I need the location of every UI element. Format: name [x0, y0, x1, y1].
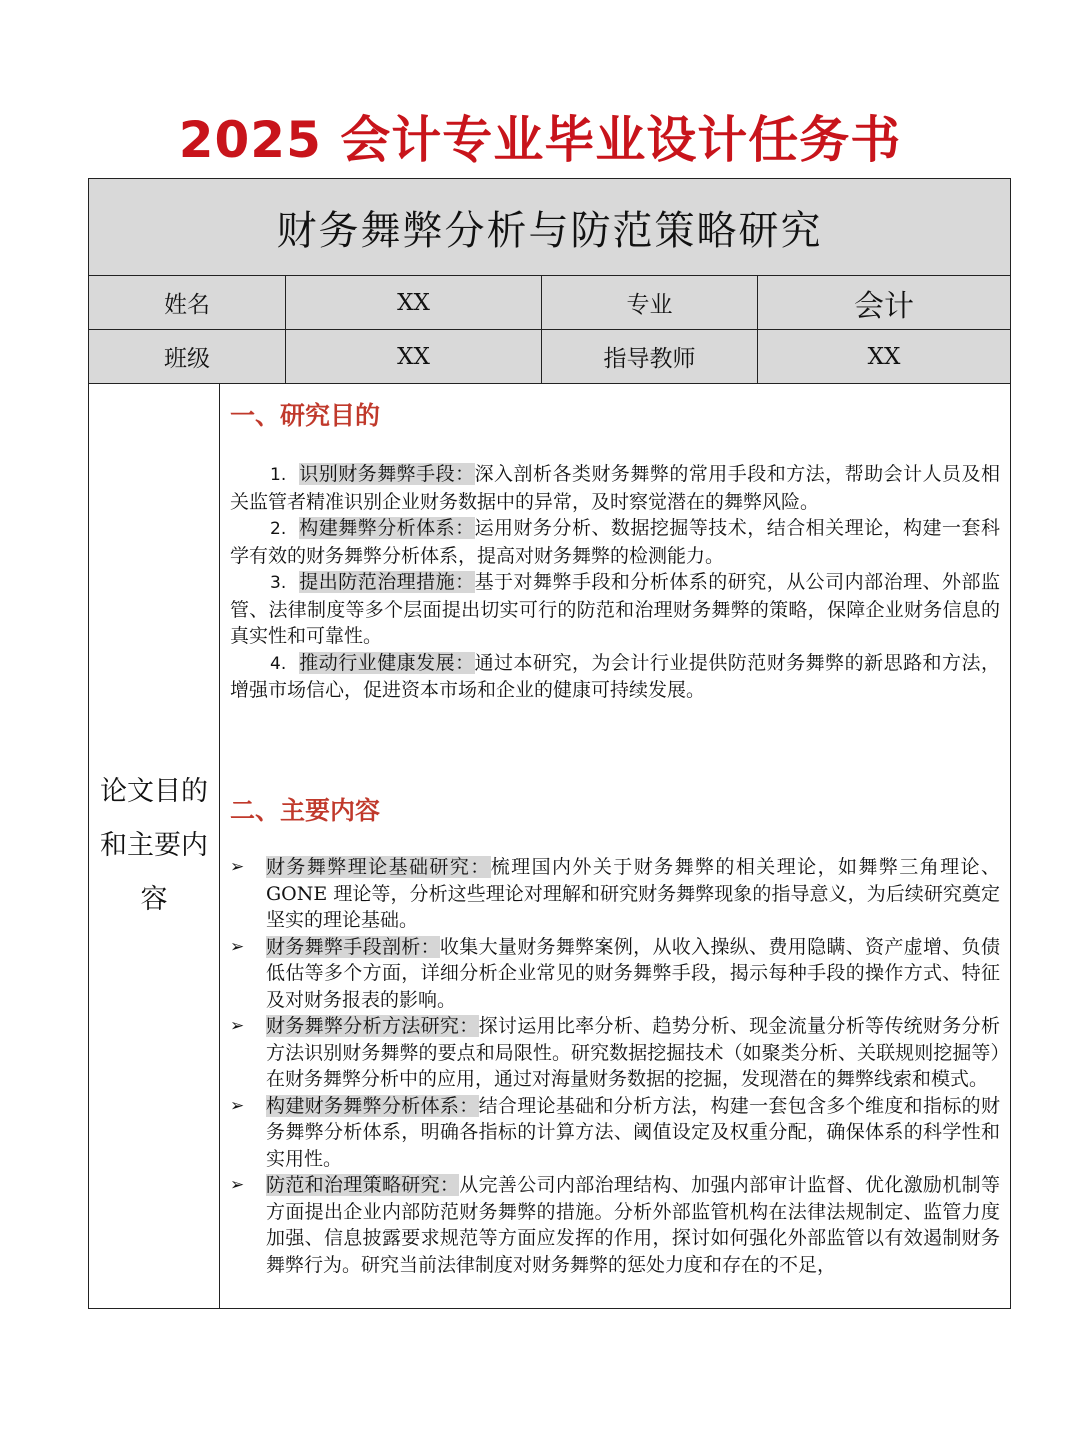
document-title: 2025 会计专业毕业设计任务书 — [178, 111, 902, 169]
content-item: ➢ 财务舞弊手段剖析：收集大量财务舞弊案例，从收入操纵、费用隐瞒、资产虚增、负债低估等多个方面，详细分析企业常见的财务舞弊手段，揭示每种手段的操作方式、特征及对财务报表的影响。 — [230, 935, 1000, 1011]
content-cell — [220, 384, 1010, 1308]
major-label: 专业 — [542, 276, 758, 329]
task-form-table — [88, 178, 1011, 1309]
section-heading-main-content: 二、主要内容 — [230, 796, 381, 825]
content-row — [89, 384, 1010, 1308]
objective-term: 构建舞弊分析体系： — [299, 517, 475, 539]
objective-term: 识别财务舞弊手段： — [299, 463, 475, 485]
name-value: XX — [286, 276, 542, 329]
label-line: 论文目的 — [100, 776, 208, 807]
objective-item: 1. 识别财务舞弊手段：深入剖析各类财务舞弊的常用手段和方法，帮助会计人员及相关监管者精准识别企业财务数据中的异常，及时察觉潜在的舞弊风险。 — [230, 463, 1000, 513]
advisor-label: 指导教师 — [542, 330, 758, 383]
label-line: 容 — [140, 884, 168, 915]
name-label: 姓名 — [89, 276, 286, 329]
arrow-bullet-icon: ➢ — [230, 1175, 245, 1195]
objective-term: 提出防范治理措施： — [299, 571, 475, 593]
main-content-list — [230, 854, 1000, 1278]
advisor-value: XX — [867, 343, 901, 370]
objective-term: 推动行业健康发展： — [299, 651, 475, 674]
objective-item: 4. 推动行业健康发展：通过本研究，为会计行业提供防范财务舞弊的新思路和方法，增强市场信心，促进资本市场和企业的健康可持续发展。 — [230, 651, 1000, 701]
info-row-class-advisor — [89, 330, 1010, 384]
content-term: 财务舞弊分析方法研究： — [266, 1015, 479, 1037]
arrow-bullet-icon: ➢ — [230, 857, 245, 877]
label-line: 和主要内 — [100, 830, 208, 861]
arrow-bullet-icon: ➢ — [230, 1095, 245, 1116]
arrow-bullet-icon: ➢ — [230, 1016, 245, 1036]
purpose-content-label — [89, 384, 220, 1308]
content-item: ➢ 防范和治理策略研究：从完善公司内部治理结构、加强内部审计监督、优化激励机制等方面提出企业内部防范财务舞弊的措施。分析外部监管机构在法律法规制定、监管力度加强、信息披露要求规范等方面应发挥的作用，探讨如何强化外部监管以有效遏制财务舞弊行为。研究当前法律制度对财务舞弊的惩处力度和存在的不足， — [230, 1174, 1000, 1276]
class-label: 班级 — [89, 330, 286, 383]
section-heading-objectives: 一、研究目的 — [230, 401, 381, 430]
major-value: 会计 — [854, 288, 914, 324]
content-term: 财务舞弊手段剖析： — [266, 935, 440, 958]
objective-item: 2. 构建舞弊分析体系：运用财务分析、数据挖掘等技术，结合相关理论，构建一套科学有效的财务舞弊分析体系，提高对财务舞弊的检测能力。 — [230, 517, 1000, 567]
content-term: 财务舞弊理论基础研究： — [266, 856, 491, 878]
arrow-bullet-icon: ➢ — [230, 936, 245, 957]
info-row-name-major — [89, 276, 1010, 330]
content-term: 防范和治理策略研究： — [266, 1174, 460, 1196]
content-item: ➢ 构建财务舞弊分析体系：结合理论基础和分析方法，构建一套包含多个维度和指标的财务舞弊分析体系，明确各指标的计算方法、阈值设定及权重分配，确保体系的科学性和实用性。 — [230, 1094, 1000, 1170]
thesis-title: 财务舞弊分析与防范策略研究 — [89, 179, 1010, 276]
objectives-list — [230, 461, 1000, 704]
content-term: 构建财务舞弊分析体系： — [266, 1094, 479, 1117]
content-item: ➢ 财务舞弊分析方法研究：探讨运用比率分析、趋势分析、现金流量分析等传统财务分析方法识别财务舞弊的要点和局限性。研究数据挖掘技术（如聚类分析、关联规则挖掘等）在财务舞弊分析中的应用，通过对海量财务数据的挖掘，发现潜在的舞弊线索和模式。 — [230, 1015, 1000, 1090]
class-value: XX — [286, 330, 542, 383]
objective-item: 3. 提出防范治理措施：基于对舞弊手段和分析体系的研究，从公司内部治理、外部监管、法律制度等多个层面提出切实可行的防范和治理财务舞弊的策略，保障企业财务信息的真实性和可靠性。 — [230, 571, 1000, 647]
content-item: ➢ 财务舞弊理论基础研究：梳理国内外关于财务舞弊的相关理论，如舞弊三角理论、GONE 理论等，分析这些理论对理解和研究财务舞弊现象的指导意义，为后续研究奠定坚实的理论基础。 — [230, 856, 1000, 931]
